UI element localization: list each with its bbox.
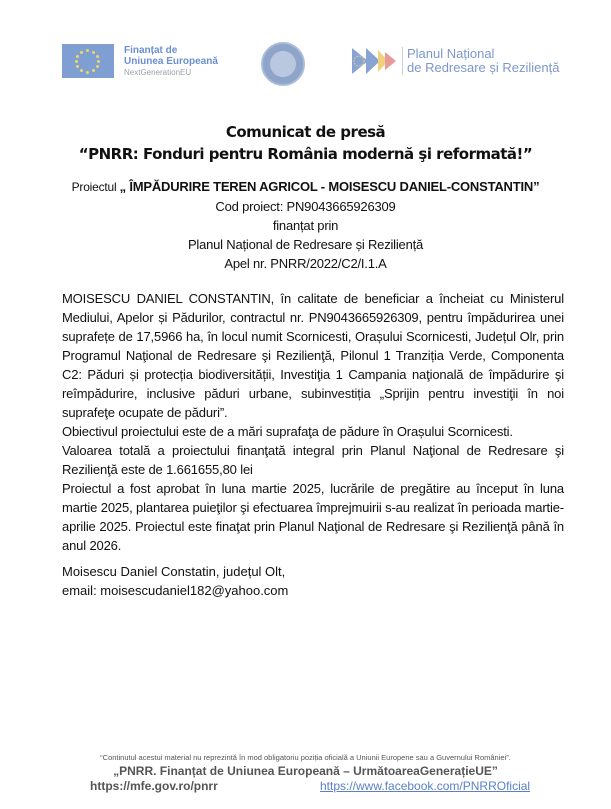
pnrr-logo-line2: de Redresare și Reziliență — [407, 60, 560, 75]
facebook-link[interactable]: https://www.facebook.com/PNRROficial — [320, 779, 531, 793]
pnrr-logo-line1: Planul Național — [407, 46, 495, 61]
footer — [0, 752, 611, 795]
pnrr-logo — [352, 46, 559, 76]
eu-logo-line2: Uniunea Europeană — [124, 55, 218, 67]
contact-info — [62, 562, 288, 600]
project-info — [0, 177, 611, 273]
eu-flag-icon — [62, 44, 114, 78]
footer-slogan: „PNRR. Finanțat de Uniunea Europeană – UrmătoareaGenerațieUE” — [113, 764, 498, 778]
project-financed: finanțat prin — [272, 218, 339, 233]
footer-disclaimer: “Continutul acestui material nu reprezintă în mod obligatoriu poziția oficială a Uniunii Europene sau a Guvernului României”. — [100, 753, 511, 762]
header-logos — [0, 40, 611, 90]
body-paragraph-4: Proiectul a fost aprobat în luna martie 2025, lucrările de pregătire au început în luna martie 2025, plantarea puieţilor şi efectuarea împrejmuirii s-au realizat în perioada martie-aprilie 2025. Proiectul este finaţat prin Planul Naţional de Redresare şi Rezilienţă până în anul 2026. — [62, 481, 564, 553]
eu-logo-line1: Finanțat de — [124, 44, 178, 56]
romanian-government-seal-icon — [261, 42, 305, 86]
body-paragraph-3: Valoarea totală a proiectului finanţată integral prin Planul Naţional de Redresare şi Rezilienţă este de 1.661655,80 lei — [62, 443, 564, 477]
pnrr-arrows-icon — [352, 46, 398, 76]
project-call: Apel nr. PNRR/2022/C2/I.1.A — [224, 256, 387, 271]
contact-email[interactable]: email: moisescudaniel182@yahoo.com — [62, 583, 289, 598]
project-name-line — [0, 177, 611, 197]
title-line2: “PNRR: Fonduri pentru România modernă şi reformată!” — [78, 145, 533, 163]
footer-links — [0, 779, 611, 795]
body-paragraph-1: MOISESCU DANIEL CONSTANTIN, în calitate de beneficiar a încheiat cu Ministerul Mediului, Apelor și Pădurilor, contractul nr. PN9043665926309, pentru împădurirea unei suprafețe de 17,5966 ha, în locul numit Scornicesti, Orașului Scornicesti, Județul Olr, prin Programul Naţional de Redresare şi Rezilienţă, Pilonul 1 Tranziția Verde, Componenta C2: Păduri și protecția biodiversității, Investiţia 1 Campania naţională de împădurire şi reîmpădurire, inclusive păduri urbane, subinvestiția „Sprijin pentru investiţii în noi suprafeţe ocupate de păduri”. — [62, 291, 564, 420]
eu-funding-logo — [62, 44, 218, 78]
project-code: Cod proiect: PN9043665926309 — [215, 199, 396, 214]
contact-name: Moisescu Daniel Constatin, județul Olt, — [62, 564, 286, 579]
website-link[interactable]: https://mfe.gov.ro/pnrr — [90, 779, 218, 793]
body-text — [62, 289, 564, 555]
project-name: „ ÎMPĂDURIRE TEREN AGRICOL - MOISESCU DANIEL-CONSTANTIN” — [119, 179, 540, 194]
press-release-title — [0, 121, 611, 165]
project-prefix: Proiectul — [71, 180, 120, 194]
body-paragraph-2: Obiectivul proiectului este de a mări suprafaţa de pădure în Orașului Scornicesti. — [62, 424, 513, 439]
title-line1: Comunicat de presă — [225, 123, 386, 141]
eu-logo-line3: NextGenerationEU — [124, 67, 192, 77]
project-program: Planul Național de Redresare și Reziliență — [187, 237, 424, 252]
